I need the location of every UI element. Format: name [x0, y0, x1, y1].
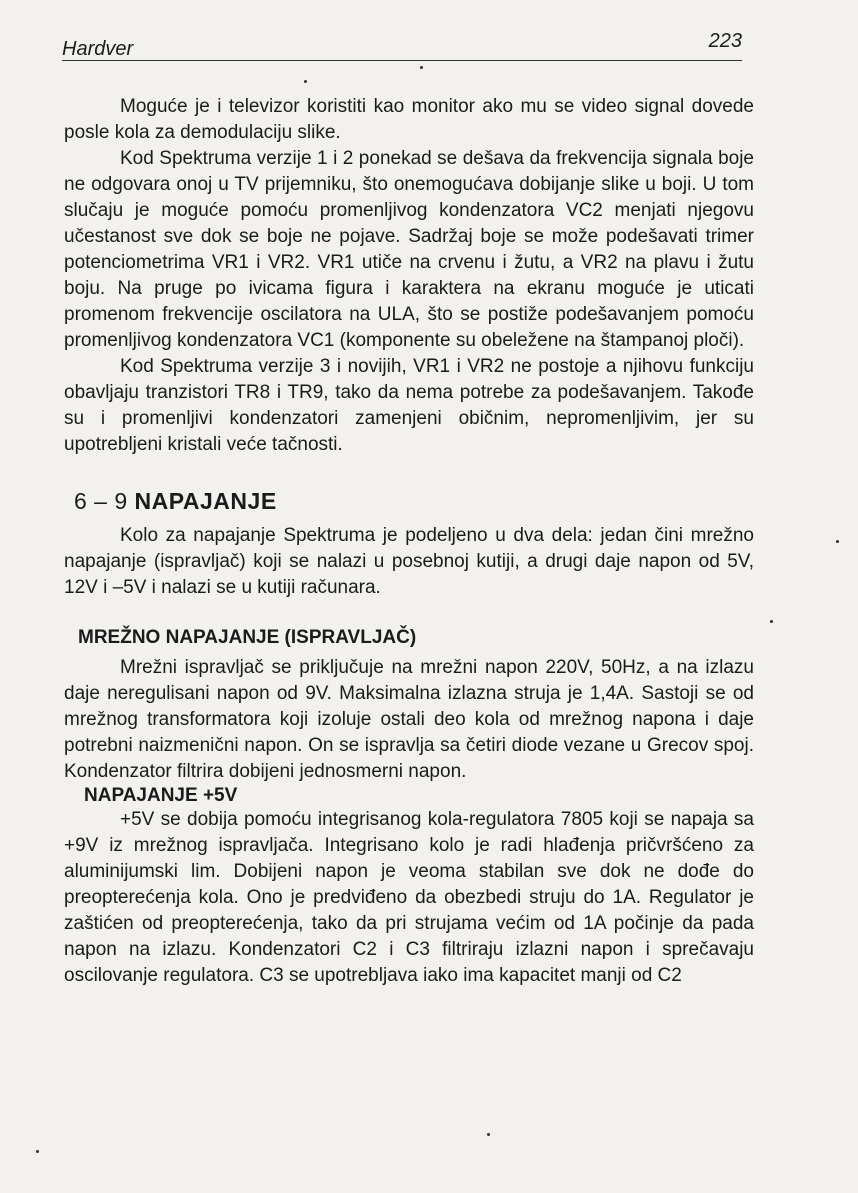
page-body [64, 94, 754, 989]
scan-speck [487, 1133, 490, 1136]
running-header [62, 30, 742, 60]
scan-speck [420, 66, 423, 69]
scan-speck [304, 80, 307, 83]
section-heading [74, 488, 754, 515]
scan-speck [36, 1150, 39, 1153]
scan-speck [770, 620, 773, 623]
subsection-heading-rectifier: MREŽNO NAPAJANJE (ISPRAVLJAČ) [78, 627, 417, 648]
section-number: 6 – 9 [74, 488, 135, 514]
subsection-heading-5v: NAPAJANJE +5V [84, 785, 238, 806]
section-title: NAPAJANJE [134, 488, 277, 514]
paragraph-color-adjustment: Kod Spektruma verzije 1 i 2 ponekad se dešava da frekvencija signala boje ne odgovara onoj u TV prijemniku, što onemogućava dobijanje slike u boji. U tom slučaju je moguće pomoću promenljivog kondenzatora VC2 menjati njegovu učestanost sve dok se boje ne pojave. Sadržaj boje se može podešavati trimer potenciometrima VR1 i VR2. VR1 utiče na crvenu i žutu, a VR2 na plavu i žutu boju. Na pruge po ivicama figura i karaktera na ekranu moguće je uticati promenom frekvencije oscilatora na ULA, što se postiže podešavanjem pomoću promenljivog kondenzatora VC1 (komponente su obeležene na štampanoj ploči). [64, 148, 754, 351]
paragraph-5v-regulator: +5V se dobija pomoću integrisanog kola-regulatora 7805 koji se napaja sa +9V iz mrežnog ispravljača. Integrisano kolo je radi hlađenja pričvršćeno za aluminijumski lim. Dobijeni napon je veoma stabilan sve dok ne dođe do preopterećenja kola. Ono je predviđeno da obezbedi struju do 1A. Regulator je zaštićen od preopterećenja, tako da pri strujama većim od 1A počinje da pada napon na izlazu. Kondenzatori C2 i C3 filtriraju izlazni napon i sprečavaju oscilovanje regulatora. C3 se upotrebljava iako ima kapacitet manji od C2 [64, 809, 754, 986]
paragraph-power-intro: Kolo za napajanje Spektruma je podeljeno u dva dela: jedan čini mrežno napajanje (ispravljač) koji se nalazi u posebnoj kutiji, a drugi daje napon od 5V, 12V i –5V i nalazi se u kutiji računara. [64, 525, 754, 598]
paragraph-version-3: Kod Spektruma verzije 3 i novijih, VR1 i VR2 ne postoje a njihovu funkciju obavljaju tranzistori TR8 i TR9, tako da nema potrebe za podešavanjem. Takođe su i promenljivi kondenzatori zamenjeni običnim, nepromenljivim, jer su upotrebljeni kristali veće tačnosti. [64, 356, 754, 455]
page-number: 223 [708, 30, 742, 52]
paragraph-tv-monitor: Moguće je i televizor koristiti kao monitor ako mu se video signal dovede posle kola za demodulaciju slike. [64, 96, 754, 143]
paragraph-rectifier: Mrežni ispravljač se priključuje na mrežni napon 220V, 50Hz, a na izlazu daje neregulisani napon od 9V. Maksimalna izlazna struja je 1,4A. Sastoji se od mrežnog transformatora koji izoluje ostali deo kola od mrežnog napona i daje potrebni naizmenični napon. On se ispravlja sa četiri diode vezane u Grecov spoj. Kondenzator filtrira dobijeni jednosmerni napon. [64, 657, 754, 782]
running-header-title: Hardver [62, 38, 134, 60]
header-rule [62, 60, 742, 61]
scan-speck [836, 540, 839, 543]
